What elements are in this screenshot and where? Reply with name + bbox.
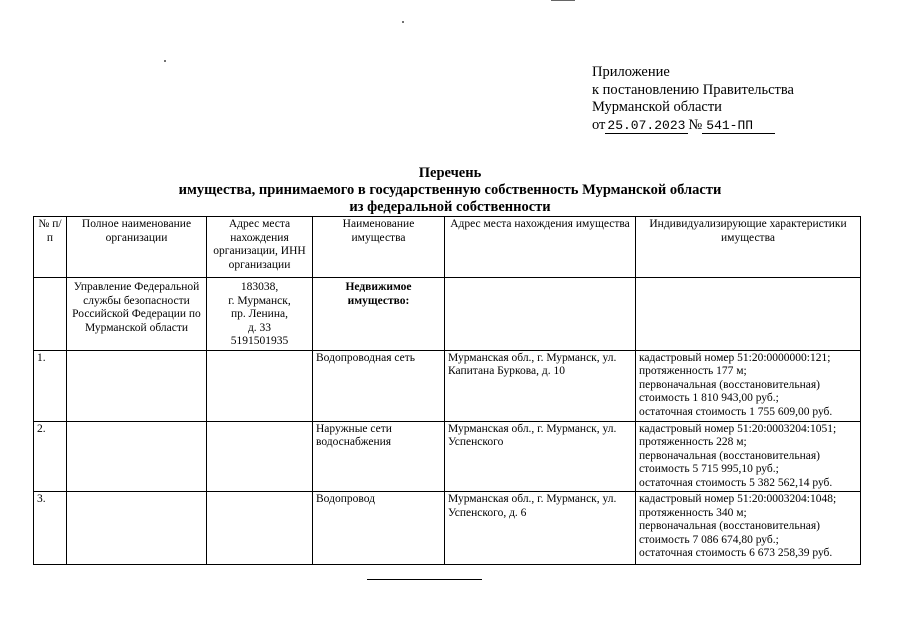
property-characteristics (636, 421, 861, 492)
organization-inn: 5191501935 (230, 335, 289, 347)
attachment-date-line (592, 117, 794, 135)
title-line: имущества, принимаемого в государственную собственность Мурманской области (178, 182, 722, 198)
characteristic-line: протяженность 340 м; (639, 506, 747, 519)
attachment-block (592, 64, 794, 134)
row-number: 2. (34, 421, 67, 492)
property-characteristics (636, 350, 861, 421)
characteristic-line: стоимость 7 086 674,80 руб.; (639, 533, 779, 546)
table-row (34, 421, 861, 492)
header-cell: Адрес места нахождения организации, ИНН организации (207, 217, 313, 278)
empty-cell (67, 350, 207, 421)
document-title (0, 165, 900, 216)
characteristic-line: остаточная стоимость 5 382 562,14 руб. (639, 476, 833, 489)
address-line: г. Мурманск, (228, 294, 291, 307)
header-cell: № п/п (34, 217, 67, 278)
address-line: пр. Ленина, (231, 308, 288, 320)
attachment-line: Приложение (592, 64, 670, 80)
property-table (33, 216, 861, 565)
characteristic-line: стоимость 1 810 943,00 руб.; (639, 392, 779, 404)
header-cell: Наименование имущества (313, 217, 445, 278)
table-row (34, 278, 861, 351)
table-header-row (34, 217, 861, 278)
characteristic-line: кадастровый номер 51:20:0003204:1051; (639, 422, 837, 435)
attachment-line: Мурманской области (592, 99, 722, 115)
empty-cell (445, 278, 636, 351)
characteristic-line: первоначальная (восстановительная) (639, 520, 820, 532)
empty-cell (34, 278, 67, 351)
address-line: д. 33 (247, 321, 272, 334)
empty-cell (67, 492, 207, 565)
property-address: Мурманская обл., г. Мурманск, ул. Успенского (445, 421, 636, 492)
header-cell: Полное наименование организации (67, 217, 207, 278)
row-number: 1. (34, 350, 67, 421)
attachment-line: к постановлению Правительства (592, 81, 794, 98)
address-line: 183038, (240, 281, 279, 293)
scan-speck (164, 60, 166, 62)
decree-number: 541-ПП (702, 119, 775, 134)
empty-cell (207, 350, 313, 421)
end-separator-line (367, 579, 482, 580)
empty-cell (207, 492, 313, 565)
characteristic-line: кадастровый номер 51:20:0000000:121; (639, 351, 831, 364)
date-prefix: от (592, 116, 606, 133)
property-characteristics (636, 492, 861, 565)
row-number: 3. (34, 492, 67, 565)
property-address: Мурманская обл., г. Мурманск, ул. Успенского, д. 6 (445, 492, 636, 565)
scan-speck (402, 21, 404, 23)
characteristic-line: кадастровый номер 51:20:0003204:1048; (639, 493, 837, 505)
characteristic-line: остаточная стоимость 6 673 258,39 руб. (639, 547, 833, 559)
property-address: Мурманская обл., г. Мурманск, ул. Капитана Буркова, д. 10 (445, 350, 636, 421)
title-line: из федеральной собственности (349, 199, 551, 215)
empty-cell (636, 278, 861, 351)
table-row (34, 350, 861, 421)
characteristic-line: первоначальная (восстановительная) (639, 378, 820, 391)
property-name: Наружные сети водоснабжения (313, 421, 445, 492)
characteristic-line: остаточная стоимость 1 755 609,00 руб. (639, 405, 833, 418)
table-row (34, 492, 861, 565)
header-cell: Адрес места нахождения имущества (445, 217, 636, 278)
title-line: Перечень (418, 165, 482, 181)
organization-name: Управление Федеральной службы безопасности Российской Федерации по Мурманской области (67, 278, 207, 351)
top-dash-mark (551, 0, 575, 1)
header-cell: Индивидуализирующие характеристики имущества (636, 217, 861, 278)
characteristic-line: первоначальная (восстановительная) (639, 449, 820, 462)
organization-address (207, 278, 313, 351)
empty-cell (207, 421, 313, 492)
number-prefix: № (688, 116, 703, 133)
empty-cell (67, 421, 207, 492)
characteristic-line: протяженность 228 м; (639, 436, 747, 448)
property-type: Недвижимое имущество: (313, 278, 445, 351)
property-name: Водопровод (313, 492, 445, 565)
characteristic-line: стоимость 5 715 995,10 руб.; (639, 463, 779, 475)
property-name: Водопроводная сеть (313, 350, 445, 421)
decree-date: 25.07.2023 (605, 119, 688, 134)
characteristic-line: протяженность 177 м; (639, 365, 747, 377)
